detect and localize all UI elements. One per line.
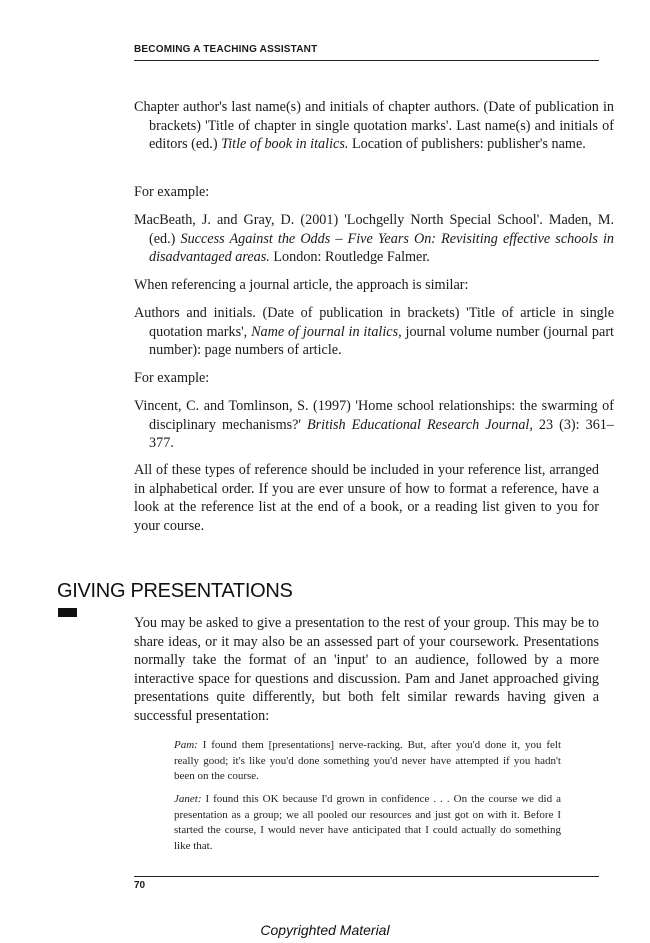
journal-reference-example: Vincent, C. and Tomlinson, S. (1997) 'Home school relationships: the swarming of disciplinary mechanisms?' British Educational Research Journal, 23 (3): 361–377. — [134, 398, 614, 452]
quote-janet: Janet: I found this OK because I'd grown in confidence . . . On the course we did a presentation as a group; we all pooled our resources and just got on with it. Before I started the course, I would never have anticipated that I could actually do something like that. — [174, 793, 561, 852]
footer-rule — [134, 876, 599, 877]
copyright-notice: Copyrighted Material — [260, 922, 390, 938]
chapter-reference-example: MacBeath, J. and Gray, D. (2001) 'Lochgelly North Special School'. Maden, M. (ed.) Success Against the Odds – Five Years On: Revisiting effective schools in disadvantaged areas. London: Routledge Falmer. — [134, 212, 614, 266]
heading-marker-bar — [58, 608, 77, 617]
quote-speaker: Janet: — [174, 793, 202, 805]
presentations-intro-paragraph: You may be asked to give a presentation to the rest of your group. This may be to share ideas, or it may also be an assessed part of your coursework. Presentations normally take the format of an 'input' to an audience, followed by a more interactive space for questions and discussion. Pam and Janet approached giving presentations quite differently, but both felt similar rewards having given a successful presentation: — [134, 615, 599, 724]
journal-reference-format: Authors and initials. (Date of publication in brackets) 'Title of article in single quotation marks', Name of journal in italics, journal volume number (journal part number): page numbers of article. — [134, 305, 614, 359]
chapter-reference-format: Chapter author's last name(s) and initials of chapter authors. (Date of publication in brackets) 'Title of chapter in single quotation marks'. Last name(s) and initials of editors (ed.) Title of book in italics. Location of publishers: publisher's name. — [134, 99, 614, 153]
quote-speaker: Pam: — [174, 739, 198, 751]
section-heading: GIVING PRESENTATIONS — [57, 580, 293, 602]
for-example-label: For example: — [134, 184, 210, 200]
running-head: BECOMING A TEACHING ASSISTANT — [134, 44, 599, 61]
for-example-label: For example: — [134, 370, 210, 386]
journal-intro-text: When referencing a journal article, the approach is similar: — [134, 277, 469, 293]
reference-list-paragraph: All of these types of reference should be included in your reference list, arranged in alphabetical order. If you are ever unsure of how to format a reference, have a look at the reference list at the end of a book, or a reading list given to you for your course. — [134, 462, 599, 534]
page-number: 70 — [134, 880, 146, 891]
quote-pam: Pam: I found them [presentations] nerve-racking. But, after you'd done it, you felt really good; it's like you'd done something you'd never have attempted if you hadn't been on the course. — [174, 739, 561, 783]
